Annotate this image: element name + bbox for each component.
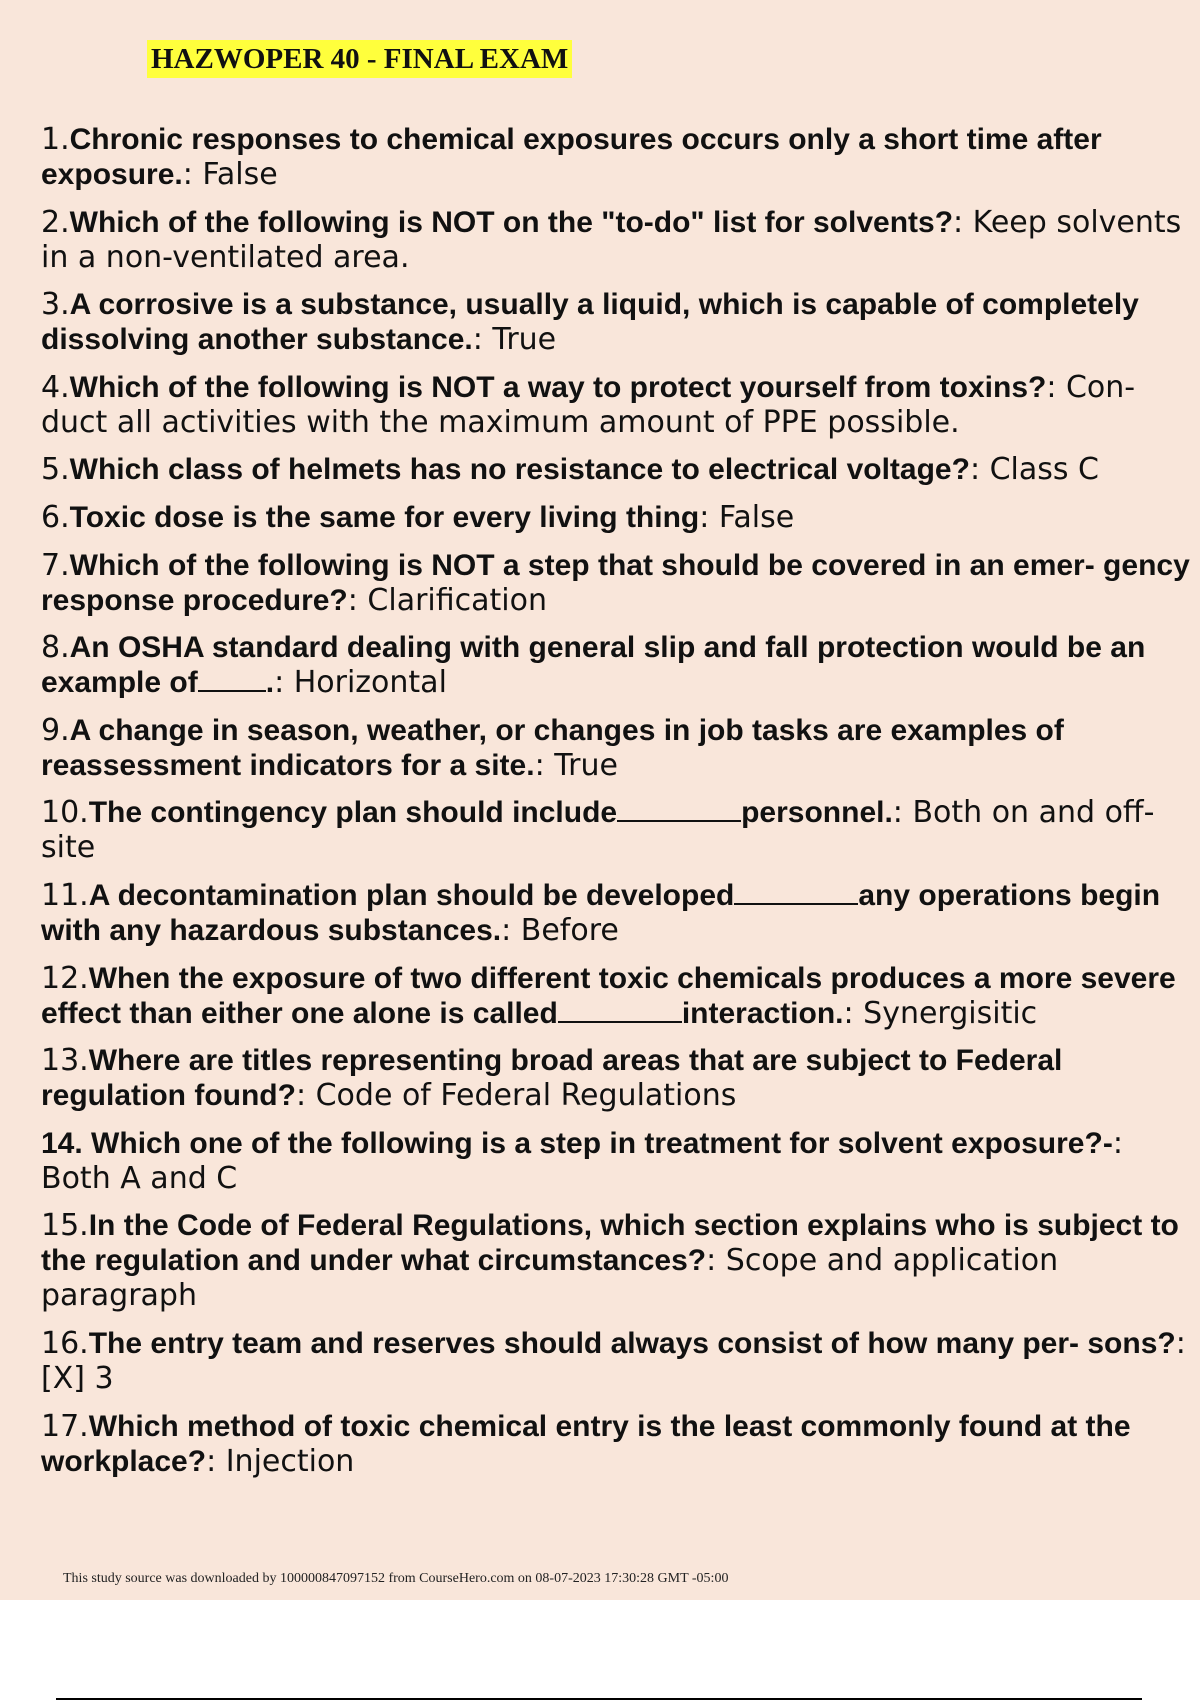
question-text: Where are titles representing broad areas that are subject to Federal regulation found? — [41, 1044, 1063, 1113]
question-text: Which of the following is NOT a step that should be covered in an emer- gency response procedure? — [41, 548, 1190, 617]
question-7 — [41, 548, 1193, 618]
question-text: Chronic responses to chemical exposures occurs only a short time after exposure. — [41, 123, 1102, 191]
question-text: An OSHA standard dealing with general slip and fall protection would be an example of — [41, 631, 1146, 700]
answer-blank — [198, 666, 266, 692]
question-3 — [41, 287, 1193, 357]
question-2 — [41, 205, 1193, 275]
question-text: Which of the following is NOT a way to protect yourself from toxins? — [69, 370, 1047, 404]
question-number: 17. — [41, 1408, 89, 1444]
question-answer: : Con- duct all activities with the maximum amount of PPE possible. — [41, 369, 1136, 440]
question-answer: : True — [534, 747, 618, 783]
question-text: The entry team and reserves should always consist of how many per- sons? — [88, 1326, 1176, 1360]
question-12 — [41, 961, 1193, 1031]
question-number: 8. — [41, 630, 70, 666]
question-5 — [41, 452, 1193, 487]
question-answer: : False — [699, 499, 795, 535]
question-number: 4. — [41, 369, 70, 405]
question-text: In the Code of Federal Regulations, which section explains who is subject to the regulation and under what circumstances? — [41, 1209, 1179, 1278]
question-answer: : Both on and off-site — [41, 795, 1155, 866]
question-answer: : Code of Federal Regulations — [295, 1078, 737, 1114]
question-8 — [41, 630, 1193, 700]
question-number: 15. — [41, 1208, 89, 1244]
question-text: The contingency plan should include — [88, 796, 618, 830]
question-text: Which one of the following is a step in treatment for solvent exposure?- — [91, 1126, 1113, 1160]
question-13 — [41, 1043, 1193, 1113]
answer-blank — [734, 879, 858, 905]
question-answer: : Injection — [206, 1443, 355, 1479]
question-10 — [41, 795, 1193, 865]
question-answer: : True — [472, 322, 557, 358]
answer-blank — [558, 997, 682, 1023]
question-number: 10. — [41, 795, 89, 831]
question-4 — [41, 370, 1193, 440]
question-text-end: interaction. — [681, 996, 844, 1030]
question-answer: : Before — [501, 912, 619, 948]
question-number: 6. — [41, 499, 70, 535]
question-number: 12. — [41, 960, 89, 996]
question-number: 9. — [41, 712, 70, 748]
question-answer: : Keep solvents in a non-ventilated area. — [41, 204, 1182, 275]
question-answer: : Clarification — [347, 582, 547, 618]
question-answer: : Horizontal — [274, 665, 447, 701]
question-text: Toxic dose is the same for every living thing — [69, 500, 700, 534]
question-text: Which method of toxic chemical entry is the least commonly found at the workplace? — [41, 1409, 1131, 1478]
question-text: Which class of helmets has no resistance to electrical voltage? — [69, 453, 970, 487]
question-6 — [41, 500, 1193, 535]
question-number: 16. — [41, 1325, 89, 1361]
question-text: A change in season, weather, or changes in job tasks are examples of reassessment indicators for a site. — [41, 713, 1064, 782]
question-9 — [41, 713, 1193, 783]
question-number: 11. — [41, 877, 89, 913]
question-number: 3. — [41, 287, 70, 323]
question-answer: : Scope and application paragraph — [41, 1243, 1059, 1314]
question-answer: : Synergisitic — [843, 995, 1038, 1031]
question-text-end: . — [265, 666, 275, 700]
question-17 — [41, 1409, 1193, 1479]
question-text-end: any operations begin with any hazardous substances. — [41, 878, 1161, 947]
question-number: 13. — [41, 1043, 89, 1079]
question-answer: : Both A and C — [41, 1125, 1123, 1196]
question-answer: : Class C — [969, 452, 1099, 488]
question-number: 7. — [41, 547, 70, 583]
question-15 — [41, 1208, 1193, 1313]
question-1 — [41, 122, 1193, 192]
question-16 — [41, 1326, 1193, 1396]
question-text: A corrosive is a substance, usually a liquid, which is capable of completely dissolving another substance. — [41, 288, 1139, 357]
question-11 — [41, 878, 1193, 948]
question-text-end: personnel. — [741, 796, 893, 830]
question-list — [41, 122, 1193, 1491]
answer-blank — [617, 796, 741, 822]
exam-title: HAZWOPER 40 - FINAL EXAM — [147, 40, 572, 78]
question-number: 2. — [41, 204, 70, 240]
question-number: 1. — [41, 122, 70, 157]
question-text: A decontamination plan should be developed — [88, 878, 735, 912]
question-text: Which of the following is NOT on the "to-do" list for solvents? — [69, 205, 954, 239]
question-text: When the exposure of two different toxic chemicals produces a more severe effect than either one alone is called — [41, 961, 1176, 1030]
question-number: 5. — [41, 452, 70, 488]
question-14 — [41, 1126, 1193, 1196]
question-answer: : [X] 3 — [41, 1325, 1186, 1396]
question-number: 14. — [41, 1126, 92, 1160]
download-footer: This study source was downloaded by 100000847097152 from CourseHero.com on 08-07-2023 17:30:28 GMT -05:00 — [63, 1571, 729, 1586]
question-answer: : False — [182, 157, 278, 192]
